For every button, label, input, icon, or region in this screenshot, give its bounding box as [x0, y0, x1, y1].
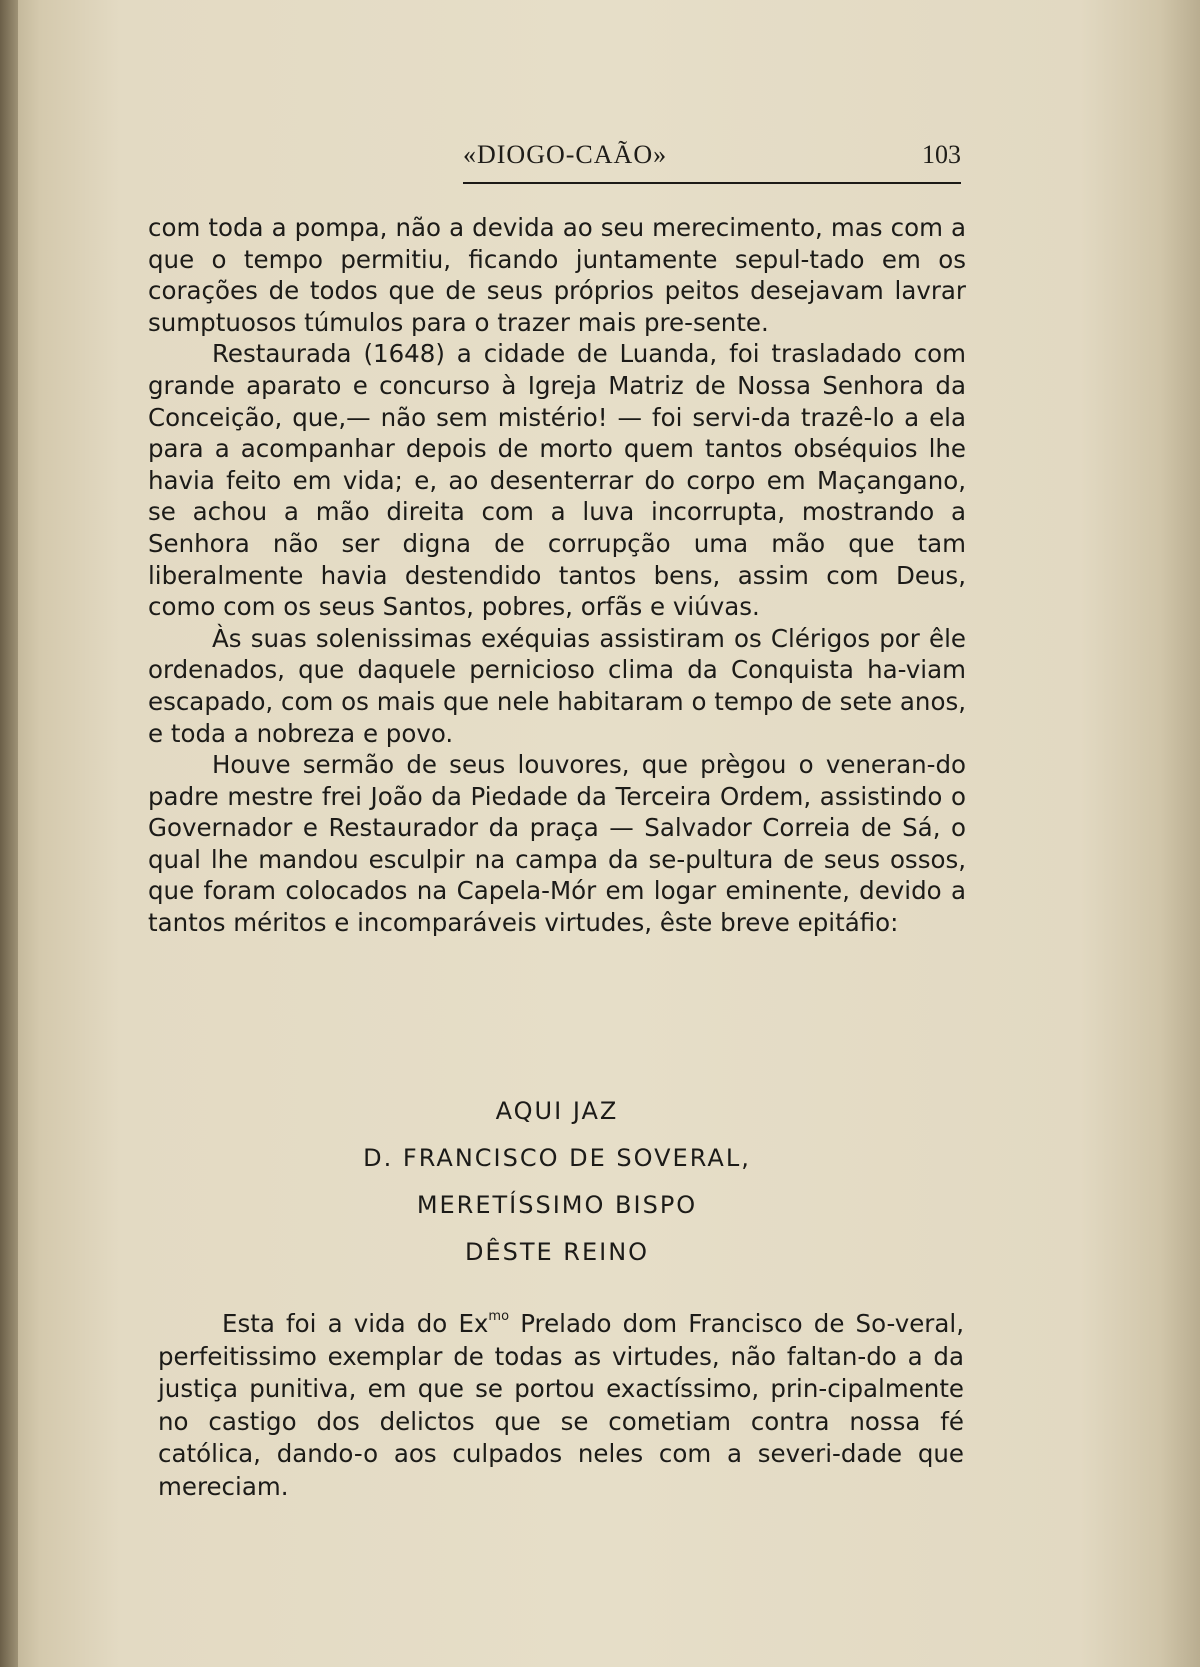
closing-text	[158, 1308, 964, 1504]
epitaph-line: DÊSTE REINO	[464, 1238, 650, 1266]
book-binding-edge	[0, 0, 18, 1667]
running-head	[463, 140, 961, 184]
abbreviation-superscript: mo	[488, 1309, 510, 1324]
paragraph-restauracao: Restaurada (1648) a cidade de Luanda, foi trasladado com grande aparato e concurso à Igreja Matriz de Nossa Senhora da Conceição, que,— não sem mistério! — foi servi-da trazê-lo a ela para a acompanhar depois de morto quem tantos obséquios lhe havia feito em vida; e, ao desenterrar do corpo em Maçangano, se achou a mão direita com a luva incorrupta, mostrando a Senhora não ser digna de corrupção uma mão que tam liberalmente havia destendido tantos bens, assim com Deus, como com os seus Santos, pobres, orfãs e viúvas.	[148, 339, 966, 622]
body-text	[148, 212, 966, 939]
epitaph	[148, 1088, 966, 1276]
closing-rest: Prelado dom Francisco de So-veral, perfeitissimo exemplar de todas as virtudes, não faltan-do a da justiça punitiva, em que se portou exactíssimo, prin-cipalmente no castigo dos delictos que se cometiam contra nossa fé católica, dando-o aos culpados neles com a severi-dade que mereciam.	[158, 1309, 964, 1501]
paragraph-sermao: Houve sermão de seus louvores, que prègou o veneran-do padre mestre frei João da Piedade da Terceira Ordem, assistindo o Governador e Restaurador da praça — Salvador Correia de Sá, o qual lhe mandou esculpir na campa da se-pultura de seus ossos, que foram colocados na Capela-Mór em logar eminente, devido a tantos méritos e incomparáveis virtudes, êste breve epitáfio:	[148, 750, 966, 938]
closing-lead: Esta foi a vida do Ex	[222, 1309, 489, 1338]
paragraph-exequias: Às suas solenissimas exéquias assistiram os Clérigos por êle ordenados, que daquele pernicioso clima da Conquista ha-viam escapado, com os mais que nele habitaram o tempo de sete anos, e toda a nobreza e povo.	[148, 623, 966, 748]
paragraph-continuation: com toda a pompa, não a devida ao seu merecimento, mas com a que o tempo permitiu, ficando juntamente sepul-tado em os corações de todos que de seus próprios peitos desejavam lavrar sumptuosos túmulos para o trazer mais pre-sente.	[148, 213, 966, 337]
running-title: «DIOGO-CAÃO»	[463, 140, 668, 169]
page-number: 103	[922, 140, 961, 169]
epitaph-line: AQUI JAZ	[495, 1097, 619, 1125]
epitaph-line: D. FRANCISCO DE SOVERAL,	[363, 1144, 751, 1172]
paragraph-closing	[158, 1308, 964, 1504]
epitaph-line: MERETÍSSIMO BISPO	[416, 1191, 698, 1219]
